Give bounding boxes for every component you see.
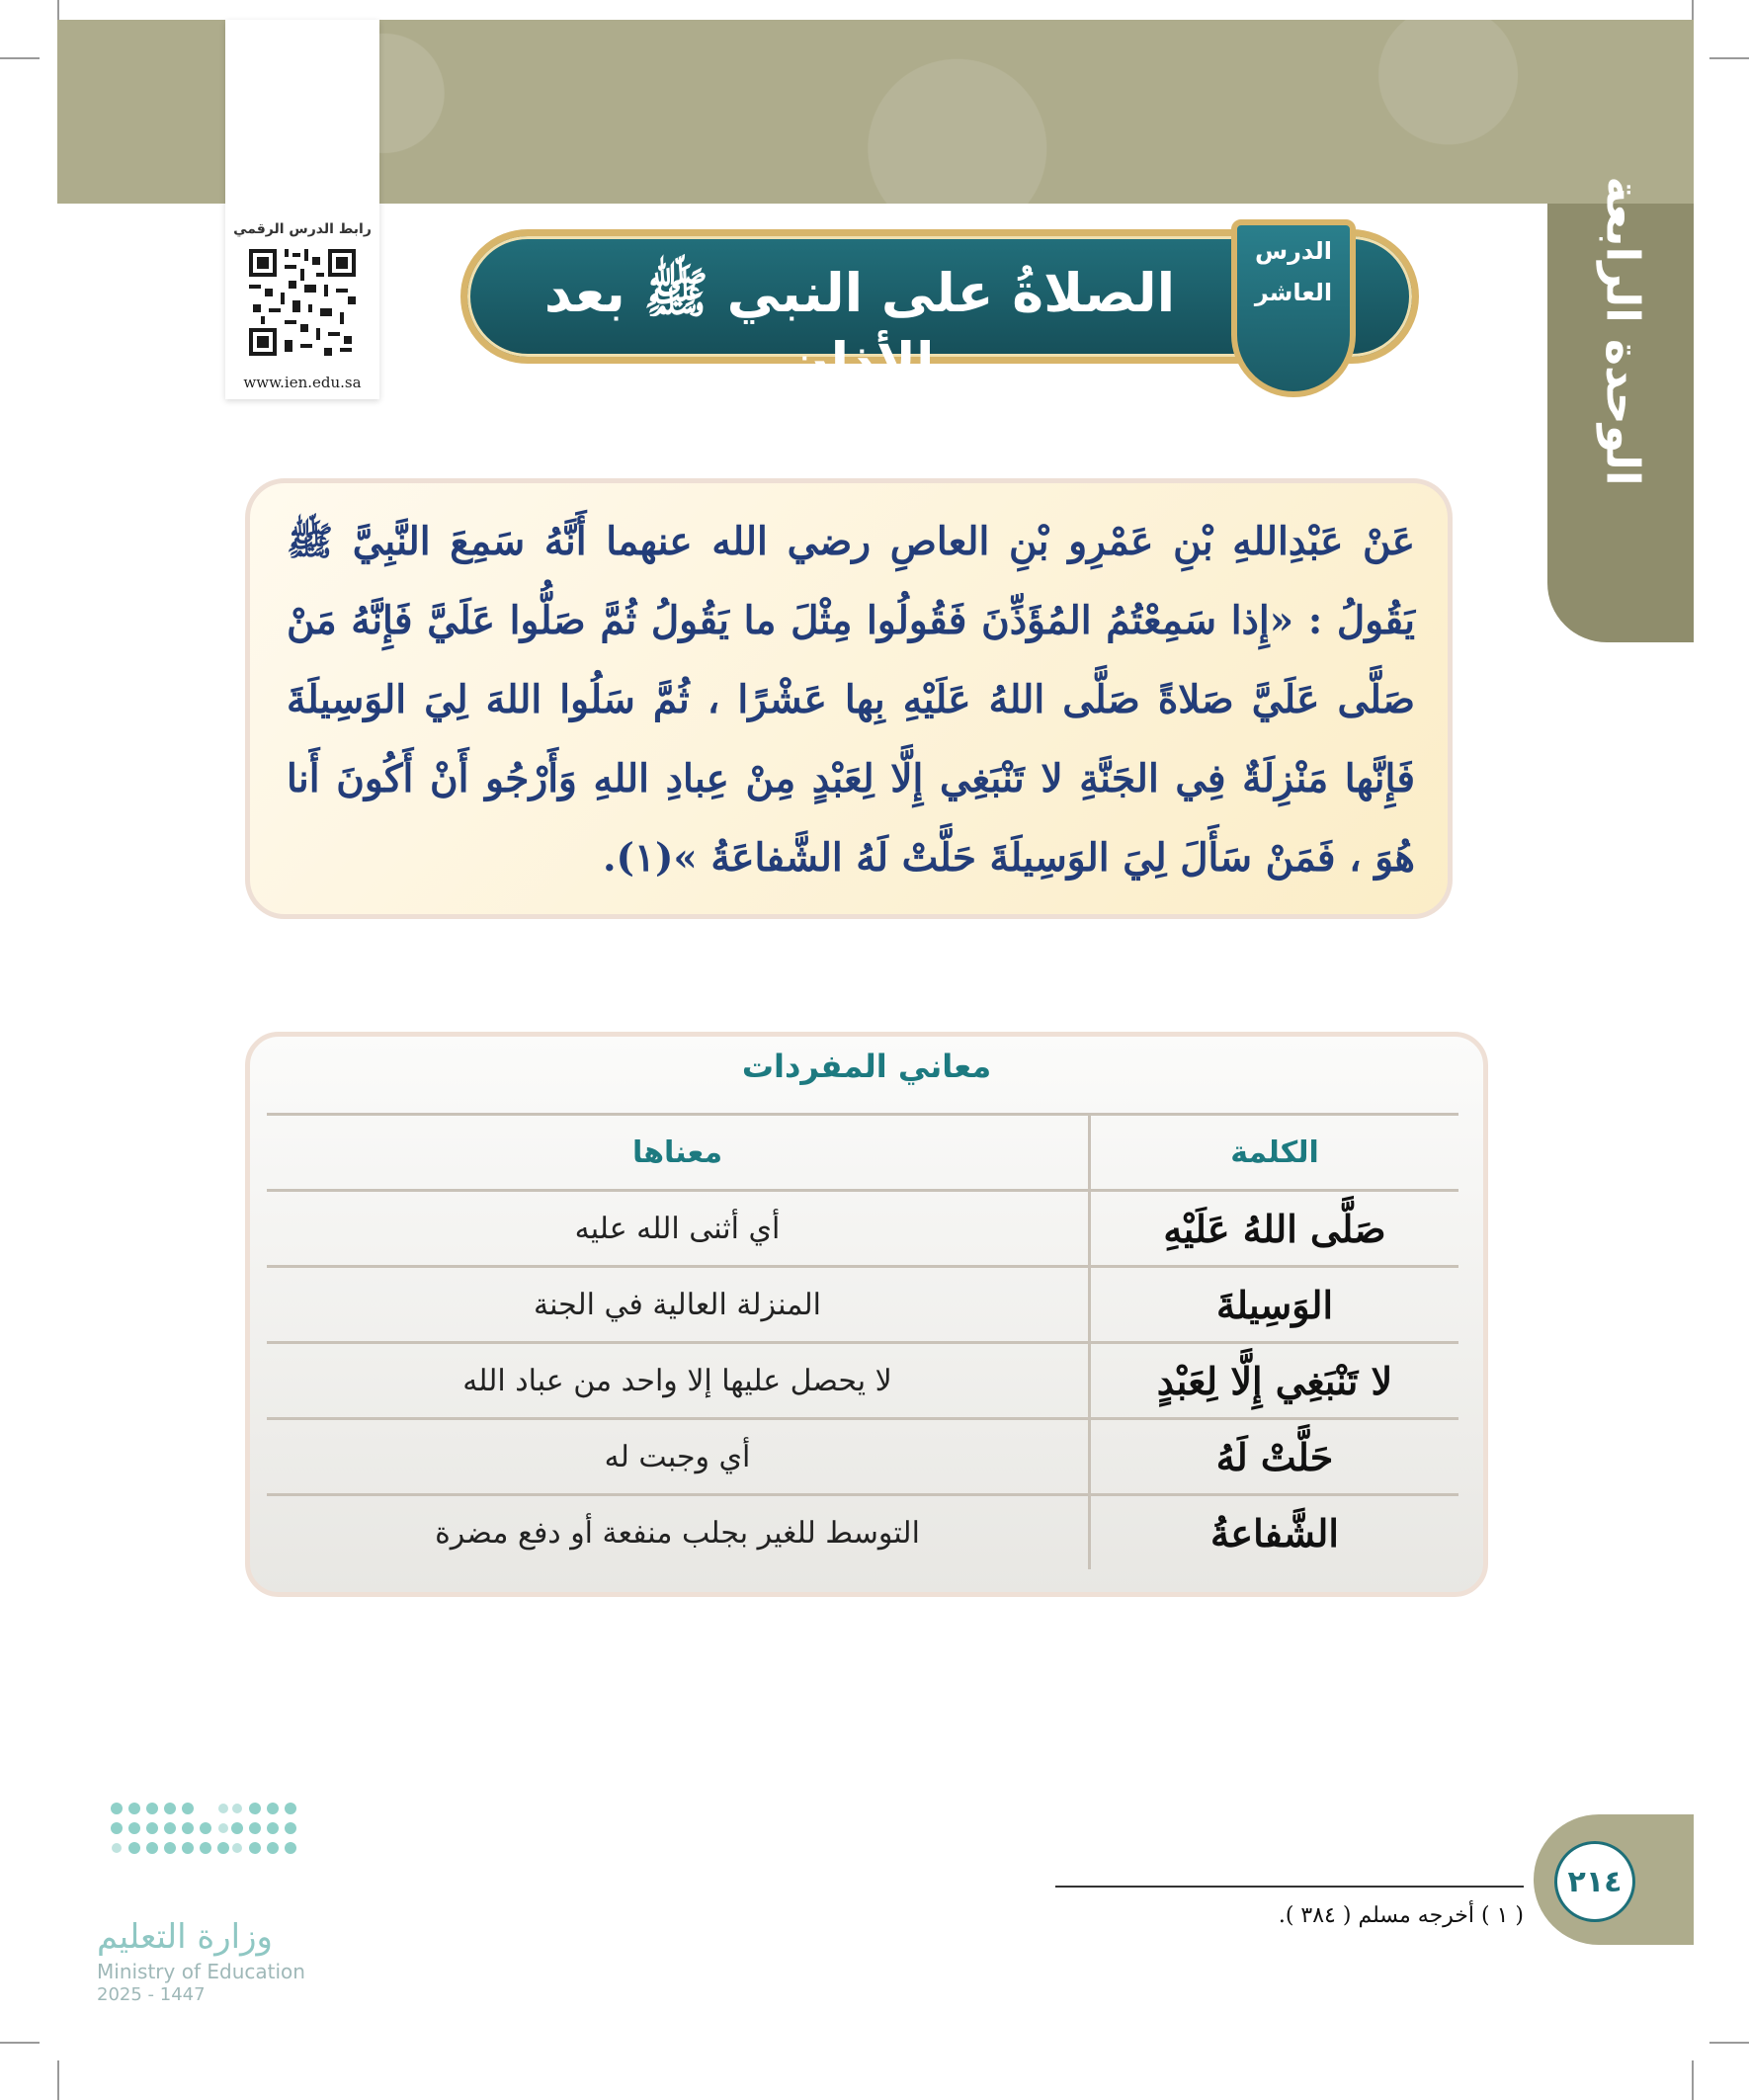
qr-url[interactable]: www.ien.edu.sa [243,374,362,391]
ministry-name-arabic: وزارة التعليم [97,1917,273,1957]
hadith-text: عَنْ عَبْدِاللهِ بْنِ عَمْرِو بْنِ العاصِ رضي الله عنهما أَنَّهُ سَمِعَ النَّبِيَّ ﷺ يَقُولُ : «إِذا سَمِعْتُمُ المُؤَذِّنَ فَقُولُوا مِثْلَ ما يَقُولُ ثُمَّ صَلُّوا عَلَيَّ فَإِنَّهُ مَنْ صَلَّى عَلَيَّ صَلاةً صَلَّى اللهُ عَلَيْهِ بِها عَشْرًا ، ثُمَّ سَلُوا اللهَ لِيَ الوَسِيلَةَ فَإِنَّها مَنْزِلَةٌ فِي الجَنَّةِ لا تَنْبَغِي إِلَّا لِعَبْدٍ مِنْ عِبادِ اللهِ وَأَرْجُو أَنْ أَكُونَ أَنا هُوَ ، فَمَنْ سَأَلَ لِيَ الوَسِيلَةَ حَلَّتْ لَهُ الشَّفاعَةُ »(١). [287,519,1415,881]
unit-title-text: الوحدة الرابعة [1597,176,1650,486]
crop-mark [57,2060,59,2100]
page-number: ٢١٤ [1557,1844,1632,1919]
lesson-badge-line1: الدرس [1254,237,1333,265]
qr-card[interactable] [225,20,379,399]
vocab-meaning: أي وجبت له [267,1419,1090,1495]
vocab-meaning: المنزلة العالية في الجنة [267,1267,1090,1343]
crop-mark [0,2042,40,2044]
crop-mark [1709,57,1749,59]
crop-mark [0,57,40,59]
table-row [267,1419,1458,1495]
vocab-word: حَلَّتْ لَهُ [1090,1419,1459,1495]
unit-title [1579,176,1668,486]
table-row [267,1267,1458,1343]
header-meaning: معناها [267,1115,1090,1191]
ministry-name-english: Ministry of Education [97,1960,305,1983]
table-row [267,1495,1458,1570]
qr-label: رابط الدرس الرقمي [233,221,372,237]
vocab-word: صَلَّى اللهُ عَلَيْهِ [1090,1191,1459,1267]
table-header-row [267,1115,1458,1191]
vocabulary-table [267,1113,1458,1569]
crop-mark [1692,2060,1694,2100]
vocab-meaning: أي أثنى الله عليه [267,1191,1090,1267]
footnote: ( ١ ) أخرجه مسلم ( ٣٨٤ ). [1278,1903,1524,1928]
lesson-badge-line2: العاشر [1254,279,1333,306]
vocab-meaning: لا يحصل عليها إلا واحد من عباد الله [267,1343,1090,1419]
table-row [267,1343,1458,1419]
header-word: الكلمة [1090,1115,1459,1191]
footnote-divider [1055,1886,1524,1888]
qr-code-icon[interactable] [245,245,360,360]
lesson-title: الصلاةُ على النبي ﷺ بعد الأذان [543,262,1176,393]
vocabulary-title: معاني المفردات [741,1048,992,1085]
vocab-word: لا تَنْبَغِي إِلَّا لِعَبْدٍ [1090,1343,1459,1419]
table-row [267,1191,1458,1267]
ministry-year: 2025 - 1447 [97,1984,206,2005]
vocab-word: الشَّفاعةُ [1090,1495,1459,1570]
vocab-meaning: التوسط للغير بجلب منفعة أو دفع مضرة [435,1515,920,1551]
crop-mark [1709,2042,1749,2044]
vocab-word: الوَسِيلةَ [1090,1267,1459,1343]
ministry-logo-icon [97,1779,314,1937]
